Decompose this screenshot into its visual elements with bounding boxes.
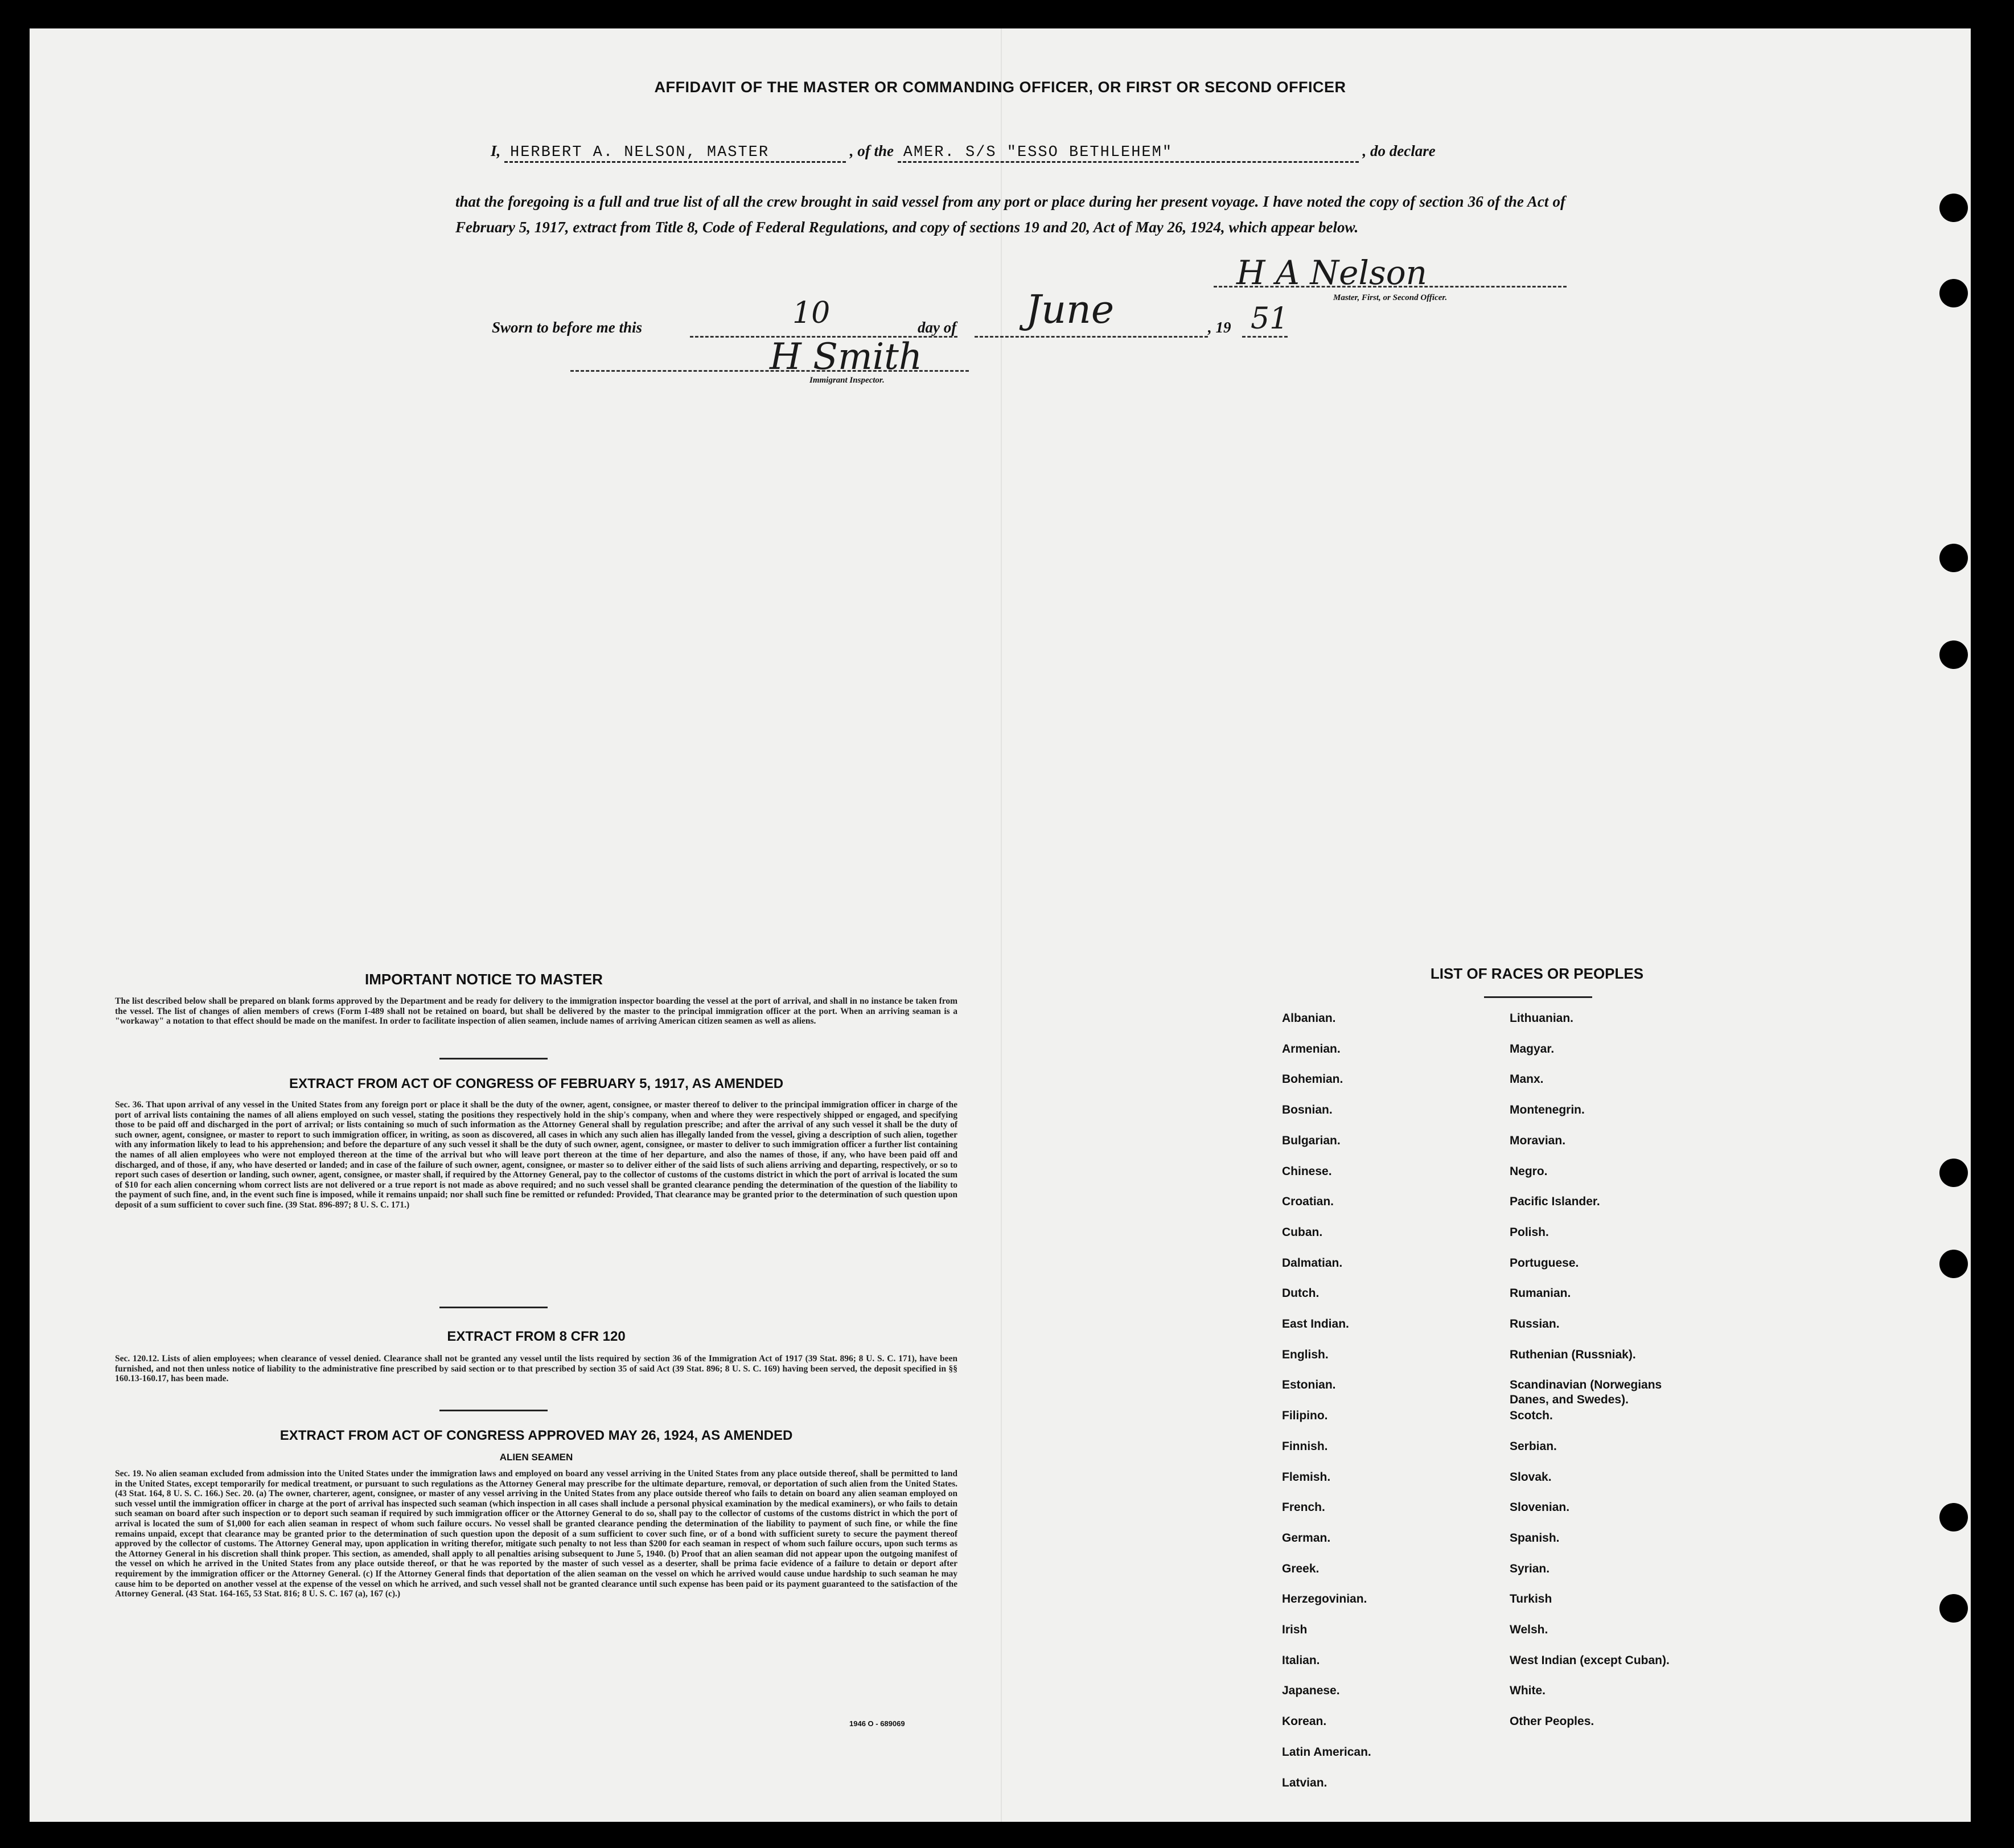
divider bbox=[439, 1307, 548, 1308]
race-item: Dutch. bbox=[1282, 1287, 1320, 1300]
race-item: English. bbox=[1282, 1348, 1329, 1361]
race-item: West Indian (except Cuban). bbox=[1510, 1653, 1670, 1667]
affidavit-title: AFFIDAVIT OF THE MASTER OR COMMANDING OFFICER, OR FIRST OR SECOND OFFICER bbox=[654, 79, 1346, 96]
race-item: Scandinavian (Norwegians bbox=[1510, 1378, 1662, 1392]
race-item: Estonian. bbox=[1282, 1378, 1336, 1392]
race-item: Irish bbox=[1282, 1623, 1308, 1636]
race-item: Turkish bbox=[1510, 1592, 1552, 1606]
race-item: Latvian. bbox=[1282, 1776, 1327, 1789]
race-item: Lithuanian. bbox=[1510, 1012, 1573, 1025]
extract-1917-body: Sec. 36. That upon arrival of any vessel in the United States from any foreign port or place it shall be the duty of the owner, agent, consignee, or master thereof to deliver to the principal immigration officer in charge of the port of arrival lists containing the names of all aliens employed on such vessel, stating the positions they respectively hold in the ship's company, when and where they were respectively shipped or engaged, and specifying those to be paid off and discharged in the port of arrival; or lists containing so much of such information as the Attorney General shall by regulation prescribe; and after the arrival of any such vessel it shall be the duty of such owner, agent, consignee, or master to report to such immigration officer, in writing, as soon as discovered, all cases in which any such alien has illegally landed from the vessel, giving a description of such alien, together with any information likely to lead to his apprehension; and before the departure of any such vessel it shall be the duty of such owner, agent, consignee, or master to deliver to such immigration officer a further list containing the names of all alien employees who were not employed thereon at the time of the arrival but who will leave port thereon at the time of her departure, and also the names of those, if any, who have been paid off and discharged, and of those, if any, who have deserted or landed; and in case of the failure of such owner, agent, consignee, or master so to deliver either of the said lists of such aliens arriving and departing, respectively, or so to report such cases of desertion or landing, such owner, agent, consignee, or master shall, if required by the Attorney General, pay to the collector of customs of the customs district in which the port of arrival is located the sum of $10 for each alien concerning whom correct lists are not delivered or a true report is not made as above required; and no such vessel shall be granted clearance pending the determination of the question of the liability to the payment of such fine, and, in the event such fine is imposed, while it remains unpaid; nor shall such fine be remitted or refunded: Provided, That clearance may be granted prior to the determination of such question upon deposit of a sum sufficient to cover such fine. (39 Stat. 896-897; 8 U. S. C. 171.) bbox=[115, 1100, 957, 1210]
year-line bbox=[1242, 336, 1288, 338]
race-item: Armenian. bbox=[1282, 1042, 1341, 1056]
race-item: Chinese. bbox=[1282, 1164, 1332, 1178]
race-item: Syrian. bbox=[1510, 1562, 1550, 1575]
punch-hole bbox=[1939, 1250, 1968, 1278]
race-item: Korean. bbox=[1282, 1715, 1327, 1728]
declarant-line bbox=[491, 142, 1436, 163]
race-item: Albanian. bbox=[1282, 1012, 1336, 1025]
extract-cfr-title: EXTRACT FROM 8 CFR 120 bbox=[447, 1329, 626, 1344]
master-signature: H A Nelson bbox=[1236, 253, 1428, 292]
inspector-signature-line bbox=[570, 370, 969, 372]
master-caption: Master, First, or Second Officer. bbox=[1333, 293, 1448, 302]
punch-hole bbox=[1939, 1503, 1968, 1531]
master-signature-line bbox=[1214, 286, 1567, 288]
race-item: German. bbox=[1282, 1531, 1331, 1545]
race-item: Herzegovinian. bbox=[1282, 1592, 1367, 1606]
race-item: Rumanian. bbox=[1510, 1287, 1571, 1300]
race-item: Moravian. bbox=[1510, 1134, 1566, 1147]
punch-hole bbox=[1939, 640, 1968, 669]
divider bbox=[1484, 996, 1592, 998]
race-item: Flemish. bbox=[1282, 1470, 1331, 1484]
declaration-text: that the foregoing is a full and true list of all the crew brought in said vessel from any port or place during her present voyage. I have noted the copy of section 36 of the Act of February 5, 1917, extract from Title 8, Code of Federal Regulations, and copy of sections 19 and 20, Act of May 26, 1924, which appear below. bbox=[455, 193, 1565, 236]
race-item: French. bbox=[1282, 1501, 1325, 1514]
race-item: White. bbox=[1510, 1684, 1546, 1698]
inspector-signature: H Smith bbox=[770, 336, 923, 378]
inspector-caption: Immigrant Inspector. bbox=[809, 376, 885, 385]
label-i: I, bbox=[491, 142, 501, 159]
fold-crease bbox=[1001, 28, 1002, 1822]
punch-hole bbox=[1939, 1594, 1968, 1623]
race-item: Pacific Islander. bbox=[1510, 1195, 1600, 1209]
form-sheet bbox=[30, 28, 1971, 1822]
master-name-field: HERBERT A. NELSON, MASTER bbox=[504, 144, 846, 163]
race-item: Danes, and Swedes). bbox=[1510, 1393, 1629, 1407]
divider bbox=[439, 1058, 548, 1059]
sworn-year: 51 bbox=[1251, 302, 1289, 336]
races-title: LIST OF RACES OR PEOPLES bbox=[1430, 965, 1644, 982]
sworn-line bbox=[492, 319, 642, 336]
extract-1924-body: Sec. 19. No alien seaman excluded from admission into the United States under the immigration laws and employed on board any vessel arriving in the United States from any place outside thereof, shall be permitted to land in the United States, except temporarily for medical treatment, or pursuant to such regulations as the Attorney General may prescribe for the ultimate departure, removal, or deportation of such alien from the United States. (43 Stat. 164, 8 U. S. C. 166.) Sec. 20. (a) The owner, charterer, agent, consignee, or master of any vessel arriving in the United States from any place outside thereof who fails to detain on board any alien seaman employed on such vessel until the immigration officer in charge at the port of arrival has inspected such seaman (which inspection in all cases shall include a personal physical examination by the medical examiners), or who fails to detain such seaman on board after such inspection or to deport such seaman if required by such immigration officer or the Attorney General to do so, shall pay to the collector of customs of the customs district in which the port of arrival is located the sum of $1,000 for each alien seaman in respect of whom such failure occurs. No vessel shall be granted clearance pending the determination of the liability to payment of such fine, or while the fine remains unpaid, except that clearance may be granted prior to the determination of such question upon the deposit of a sum sufficient to cover such fine, or of a bond with sufficient surety to secure the payment thereof approved by the collector of customs. The Attorney General may, upon application in writing therefor, mitigate such penalty to not less than $200 for each seaman in respect of whom such failure occurs, upon such terms as the Attorney General in his discretion shall think proper. This section, as amended, shall apply to all penalties arising subsequent to June 5, 1940. (b) Proof that an alien seaman did not appear upon the outgoing manifest of the vessel on which he arrived in the United States from any place outside thereof, or that he was reported by the master of such vessel as a deserter, shall be prima facie evidence of a failure to detain or deport after requirement by the immigration officer or the Attorney General. (c) If the Attorney General finds that deportation of the alien seaman on the vessel on which he arrived would cause undue hardship to such seaman he may cause him to be deported on another vessel at the expense of the vessel on which he arrived, and such vessel shall not be granted clearance until such expense has been paid or its payment guaranteed to the satisfaction of the Attorney General. (43 Stat. 164-165, 53 Stat. 816; 8 U. S. C. 167 (a), 167 (c).) bbox=[115, 1469, 957, 1599]
day-of-label: day of bbox=[918, 319, 957, 336]
sworn-label: Sworn to before me this bbox=[492, 319, 643, 336]
label-do-declare: , do declare bbox=[1362, 142, 1436, 159]
race-item: Other Peoples. bbox=[1510, 1715, 1594, 1728]
race-item: Dalmatian. bbox=[1282, 1256, 1343, 1270]
sworn-month: June bbox=[1026, 288, 1115, 332]
race-item: Croatian. bbox=[1282, 1195, 1334, 1209]
print-code: 1946 O - 689069 bbox=[849, 1719, 905, 1728]
label-of-the: , of the bbox=[849, 142, 894, 159]
race-item: Finnish. bbox=[1282, 1439, 1328, 1453]
notice-body: The list described below shall be prepared on blank forms approved by the Department and be ready for delivery to the immigration inspector boarding the vessel at the port of arrival, and shall in no instance be taken from the vessel. The list of changes of alien members of crews (Form I-489 shall not be retained on board, but shall be delivered by the master to the principal immigration officer at the port. When an arriving seaman is a "workaway" a notation to that effect should be made on the manifest. In order to facilitate inspection of alien seamen, include names of arriving American citizen seamen as well as aliens. bbox=[115, 996, 957, 1026]
punch-hole bbox=[1939, 544, 1968, 572]
extract-1924-subtitle: ALIEN SEAMEN bbox=[499, 1452, 573, 1463]
race-item: Serbian. bbox=[1510, 1439, 1557, 1453]
sworn-month-line bbox=[975, 336, 1208, 338]
race-item: Filipino. bbox=[1282, 1409, 1328, 1423]
race-item: Italian. bbox=[1282, 1653, 1320, 1667]
race-item: Portuguese. bbox=[1510, 1256, 1579, 1270]
punch-hole bbox=[1939, 1159, 1968, 1187]
race-item: Cuban. bbox=[1282, 1225, 1323, 1239]
race-item: Ruthenian (Russniak). bbox=[1510, 1348, 1636, 1361]
race-item: Bulgarian. bbox=[1282, 1134, 1341, 1147]
extract-1917-title: EXTRACT FROM ACT OF CONGRESS OF FEBRUARY 5, 1917, AS AMENDED bbox=[289, 1076, 784, 1091]
race-item: Russian. bbox=[1510, 1317, 1560, 1330]
race-item: Slovak. bbox=[1510, 1470, 1552, 1484]
race-item: Montenegrin. bbox=[1510, 1103, 1585, 1117]
race-item: Polish. bbox=[1510, 1225, 1549, 1239]
divider bbox=[439, 1410, 548, 1411]
race-item: East Indian. bbox=[1282, 1317, 1349, 1330]
race-item: Japanese. bbox=[1282, 1684, 1340, 1698]
punch-hole bbox=[1939, 279, 1968, 307]
race-item: Welsh. bbox=[1510, 1623, 1548, 1636]
year-prefix: , 19 bbox=[1208, 319, 1231, 336]
race-item: Negro. bbox=[1510, 1164, 1548, 1178]
race-item: Spanish. bbox=[1510, 1531, 1560, 1545]
race-item: Bosnian. bbox=[1282, 1103, 1333, 1117]
race-item: Bohemian. bbox=[1282, 1073, 1343, 1086]
punch-hole bbox=[1939, 194, 1968, 222]
extract-cfr-body: Sec. 120.12. Lists of alien employees; when clearance of vessel denied. Clearance shall not be granted any vessel until the lists required by section 36 of the Immigration Act of 1917 (39 Stat. 896; 8 U. S. C. 171), have been furnished, and not then unless notice of liability to the administrative fine prescribed by said section or to that prescribed by section 35 of said Act (39 Stat. 896; 8 U. S. C. 169) having been served, the deposit specified in §§ 160.13-160.17, has been made. bbox=[115, 1354, 957, 1384]
notice-title: IMPORTANT NOTICE TO MASTER bbox=[365, 971, 603, 988]
race-item: Greek. bbox=[1282, 1562, 1320, 1575]
extract-1924-title: EXTRACT FROM ACT OF CONGRESS APPROVED MAY 26, 1924, AS AMENDED bbox=[280, 1428, 793, 1443]
sworn-day: 10 bbox=[792, 296, 831, 330]
race-item: Magyar. bbox=[1510, 1042, 1555, 1056]
vessel-name-field: AMER. S/S "ESSO BETHLEHEM" bbox=[898, 144, 1359, 163]
race-item: Latin American. bbox=[1282, 1745, 1371, 1759]
race-item: Scotch. bbox=[1510, 1409, 1553, 1423]
race-item: Slovenian. bbox=[1510, 1501, 1570, 1514]
race-item: Manx. bbox=[1510, 1073, 1544, 1086]
